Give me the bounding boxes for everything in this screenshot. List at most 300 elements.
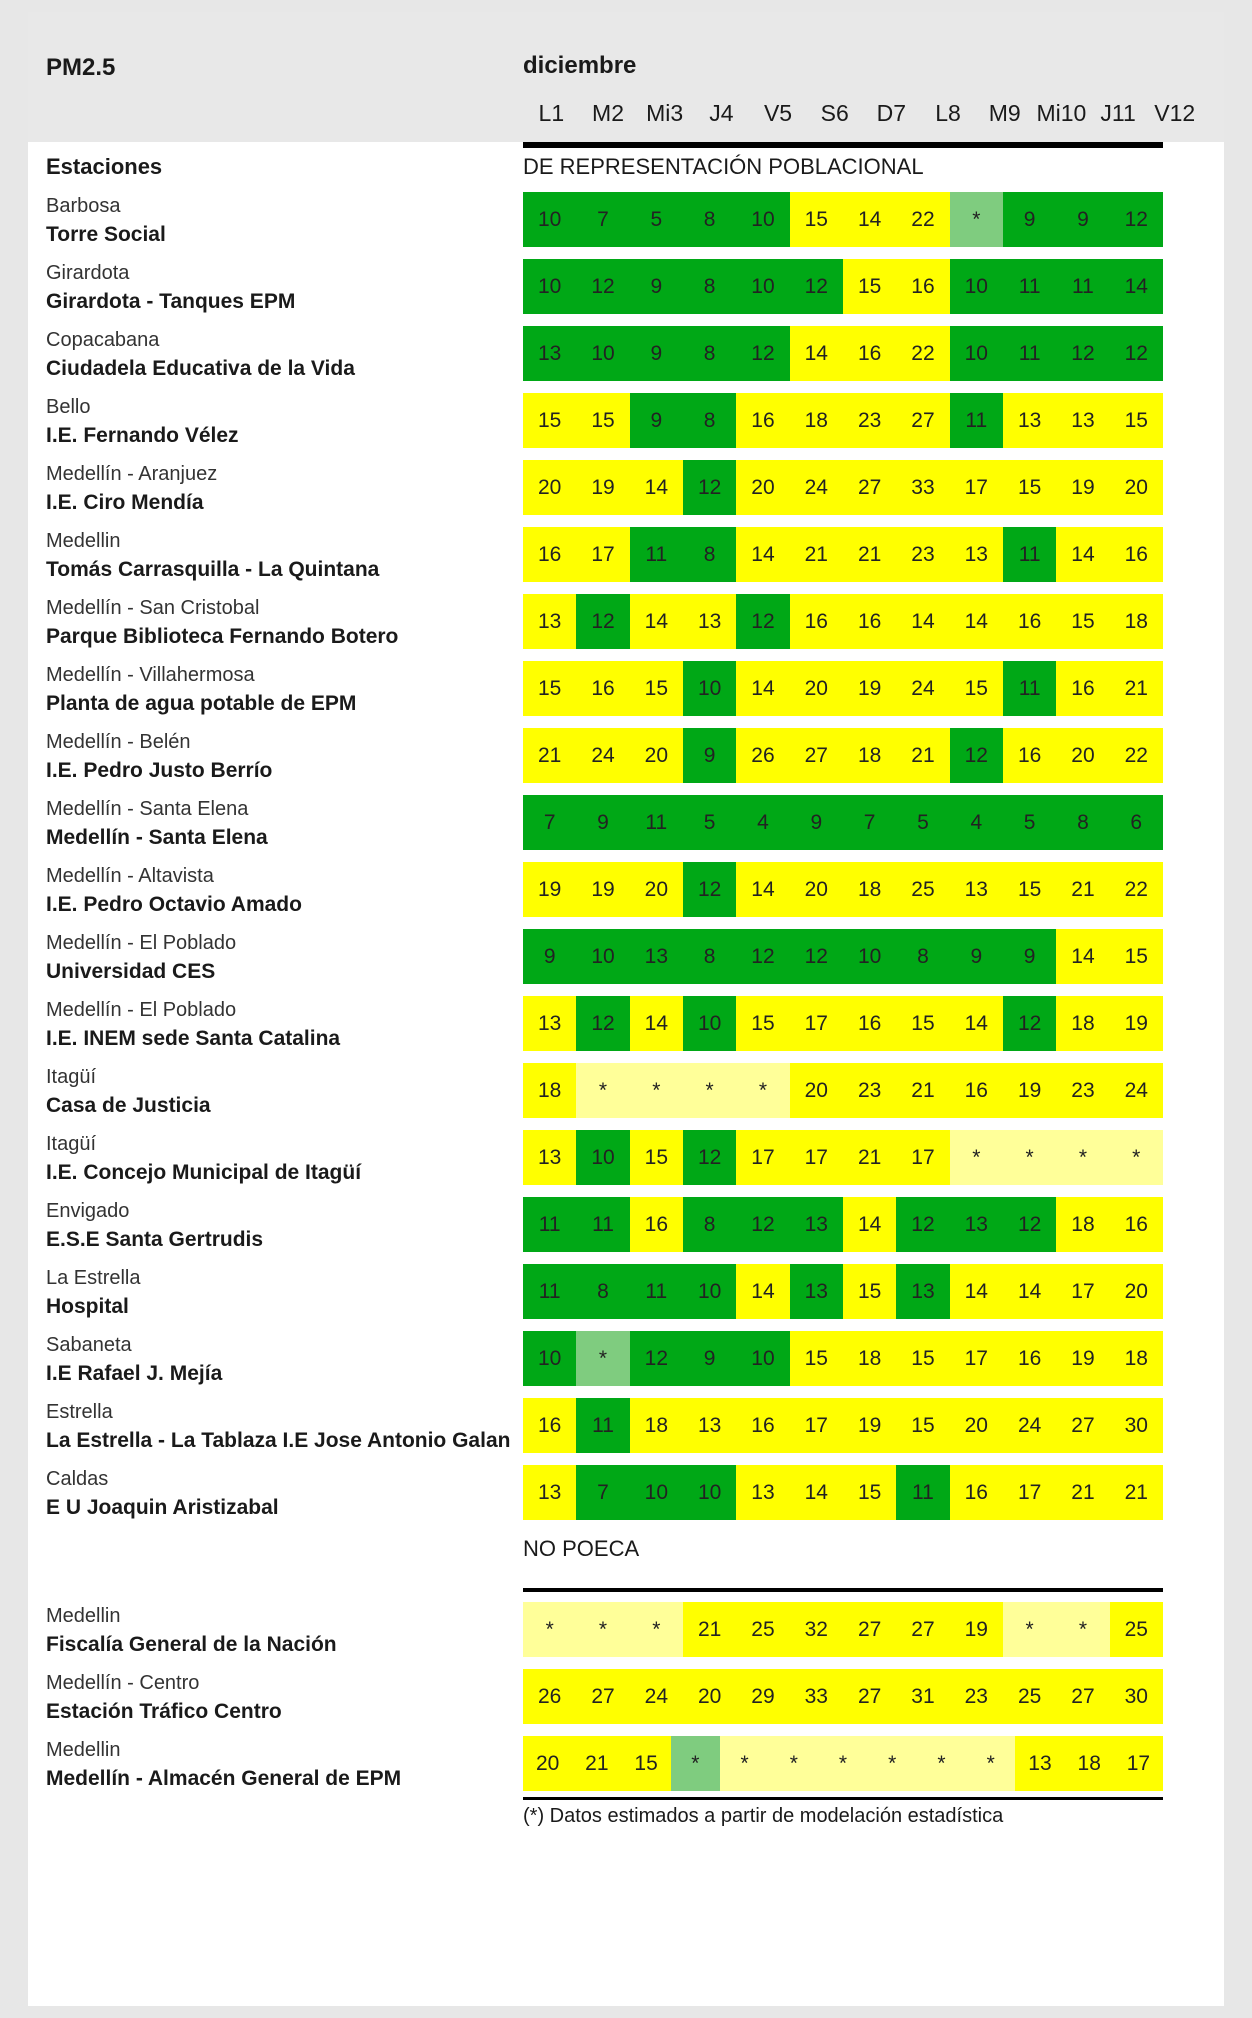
value-cell: 18 bbox=[843, 1331, 896, 1386]
month-title: diciembre bbox=[523, 52, 637, 79]
value-cell: 15 bbox=[523, 393, 576, 448]
station-city: Itagüí bbox=[46, 1133, 97, 1155]
station-name: Medellín - Santa Elena bbox=[46, 826, 268, 849]
value-cell: 11 bbox=[1003, 326, 1056, 381]
value-cell: 16 bbox=[576, 661, 629, 716]
station-city: Medellín - Villahermosa bbox=[46, 664, 255, 686]
value-cell: 13 bbox=[1015, 1736, 1064, 1791]
value-cell: 13 bbox=[683, 594, 736, 649]
value-cell: 21 bbox=[572, 1736, 621, 1791]
value-cell: 10 bbox=[576, 1130, 629, 1185]
value-cell: 27 bbox=[843, 1602, 896, 1657]
station-entry bbox=[46, 862, 516, 929]
value-cell: 18 bbox=[1056, 996, 1109, 1051]
pollutant-title: PM2.5 bbox=[46, 54, 116, 81]
value-cell: * bbox=[683, 1063, 736, 1118]
value-cell: 19 bbox=[950, 1602, 1003, 1657]
value-cell: 21 bbox=[896, 1063, 949, 1118]
value-cell: 16 bbox=[843, 326, 896, 381]
value-cell: 20 bbox=[950, 1398, 1003, 1453]
table-row bbox=[523, 862, 1163, 917]
station-entry bbox=[46, 326, 516, 393]
station-name: I.E. Concejo Municipal de Itagüí bbox=[46, 1161, 362, 1184]
value-cell: 14 bbox=[736, 1264, 789, 1319]
value-cell: 10 bbox=[736, 259, 789, 314]
value-cell: 11 bbox=[896, 1465, 949, 1520]
value-cell: 8 bbox=[683, 929, 736, 984]
value-cell: 20 bbox=[790, 1063, 843, 1118]
value-cell: * bbox=[576, 1331, 629, 1386]
value-cell: 23 bbox=[843, 393, 896, 448]
value-cell: 18 bbox=[630, 1398, 683, 1453]
value-cell: * bbox=[950, 192, 1003, 247]
value-cell: 15 bbox=[630, 1130, 683, 1185]
value-cell: 20 bbox=[1110, 1264, 1163, 1319]
value-cell: 16 bbox=[1003, 1331, 1056, 1386]
value-cell: 8 bbox=[896, 929, 949, 984]
station-name: I.E. INEM sede Santa Catalina bbox=[46, 1027, 341, 1050]
value-cell: 18 bbox=[1110, 1331, 1163, 1386]
value-cell: 16 bbox=[1003, 728, 1056, 783]
value-cell: 20 bbox=[683, 1669, 736, 1724]
value-cell: 16 bbox=[790, 594, 843, 649]
value-cell: 10 bbox=[683, 1465, 736, 1520]
value-cell: 14 bbox=[790, 326, 843, 381]
station-name: Ciudadela Educativa de la Vida bbox=[46, 357, 355, 380]
value-cell: 18 bbox=[1065, 1736, 1114, 1791]
value-cell: 12 bbox=[896, 1197, 949, 1252]
value-cell: 7 bbox=[843, 795, 896, 850]
station-entry bbox=[46, 1130, 516, 1197]
station-city: Barbosa bbox=[46, 195, 121, 217]
value-cell: 14 bbox=[1056, 929, 1109, 984]
station-name: Casa de Justicia bbox=[46, 1094, 211, 1117]
value-cell: 15 bbox=[843, 259, 896, 314]
value-cell: 13 bbox=[523, 1465, 576, 1520]
value-cell: 11 bbox=[576, 1398, 629, 1453]
day-labels bbox=[523, 100, 1203, 127]
value-cell: 15 bbox=[630, 661, 683, 716]
value-cell: 25 bbox=[1003, 1669, 1056, 1724]
value-cell: 16 bbox=[843, 996, 896, 1051]
value-cell: 19 bbox=[843, 661, 896, 716]
value-cell: 14 bbox=[790, 1465, 843, 1520]
value-cell: 16 bbox=[1056, 661, 1109, 716]
value-cell: 21 bbox=[843, 1130, 896, 1185]
station-name: Torre Social bbox=[46, 223, 166, 246]
value-cell: 17 bbox=[576, 527, 629, 582]
value-cell: 23 bbox=[950, 1669, 1003, 1724]
header-rule bbox=[523, 142, 1163, 148]
table-row bbox=[523, 795, 1163, 850]
value-cell: 24 bbox=[896, 661, 949, 716]
value-cell: 16 bbox=[736, 1398, 789, 1453]
table-row bbox=[523, 1063, 1163, 1118]
value-cell: 10 bbox=[576, 326, 629, 381]
value-cell: 24 bbox=[576, 728, 629, 783]
value-cell: 11 bbox=[630, 1264, 683, 1319]
value-cell: 6 bbox=[1110, 795, 1163, 850]
table-row bbox=[523, 259, 1163, 314]
station-entry bbox=[46, 661, 516, 728]
value-cell: 12 bbox=[1056, 326, 1109, 381]
value-cell: 25 bbox=[896, 862, 949, 917]
value-cell: 14 bbox=[950, 1264, 1003, 1319]
value-cell: 9 bbox=[630, 393, 683, 448]
section-2-rule bbox=[523, 1588, 1163, 1592]
station-city: Medellin bbox=[46, 1739, 121, 1761]
value-cell: 16 bbox=[1110, 1197, 1163, 1252]
day-label: V12 bbox=[1154, 100, 1196, 126]
station-entry bbox=[46, 527, 516, 594]
value-cell: 26 bbox=[523, 1669, 576, 1724]
station-entry bbox=[46, 1197, 516, 1264]
table-row bbox=[523, 1465, 1163, 1520]
value-cell: 11 bbox=[576, 1197, 629, 1252]
station-entry bbox=[46, 192, 516, 259]
value-cell: 15 bbox=[896, 1398, 949, 1453]
table-row bbox=[523, 1264, 1163, 1319]
value-cell: 8 bbox=[683, 527, 736, 582]
value-cell: 13 bbox=[683, 1398, 736, 1453]
value-cell: 17 bbox=[1056, 1264, 1109, 1319]
value-cell: 20 bbox=[630, 862, 683, 917]
value-cell: 14 bbox=[630, 594, 683, 649]
value-cell: 14 bbox=[843, 1197, 896, 1252]
value-cell: 30 bbox=[1110, 1669, 1163, 1724]
value-cell: 20 bbox=[1110, 460, 1163, 515]
table-row bbox=[523, 393, 1163, 448]
station-entry bbox=[46, 594, 516, 661]
value-cell: 10 bbox=[683, 996, 736, 1051]
station-city: Medellín - Santa Elena bbox=[46, 798, 249, 820]
report-header bbox=[28, 12, 1224, 142]
station-name: Hospital bbox=[46, 1295, 129, 1318]
station-city: La Estrella bbox=[46, 1267, 141, 1289]
value-cell: * bbox=[523, 1602, 576, 1657]
station-city: Medellín - El Poblado bbox=[46, 932, 237, 954]
value-cell: 11 bbox=[1056, 259, 1109, 314]
value-cell: 8 bbox=[683, 393, 736, 448]
table-row bbox=[523, 1602, 1163, 1657]
value-cell: * bbox=[1003, 1602, 1056, 1657]
station-name: Parque Biblioteca Fernando Botero bbox=[46, 625, 399, 648]
day-label: L1 bbox=[538, 100, 565, 126]
value-cell: 9 bbox=[1003, 192, 1056, 247]
table-row bbox=[523, 1669, 1163, 1724]
value-cell: 9 bbox=[523, 929, 576, 984]
value-cell: 9 bbox=[630, 326, 683, 381]
station-name: Universidad CES bbox=[46, 960, 216, 983]
value-cell: 11 bbox=[523, 1197, 576, 1252]
value-cell: 11 bbox=[1003, 661, 1056, 716]
day-label: Mi3 bbox=[646, 100, 684, 126]
value-cell: 20 bbox=[1056, 728, 1109, 783]
value-cell: 22 bbox=[1110, 862, 1163, 917]
value-cell: 21 bbox=[1110, 1465, 1163, 1520]
value-cell: 19 bbox=[1056, 1331, 1109, 1386]
value-cell: 15 bbox=[1003, 862, 1056, 917]
value-cell: 33 bbox=[896, 460, 949, 515]
value-cell: 15 bbox=[790, 1331, 843, 1386]
value-cell: 19 bbox=[1110, 996, 1163, 1051]
footnote: (*) Datos estimados a partir de modelación estadística bbox=[523, 1805, 1004, 1827]
station-city: Medellin bbox=[46, 530, 121, 552]
value-cell: 15 bbox=[950, 661, 1003, 716]
value-cell: 21 bbox=[843, 527, 896, 582]
value-cell: * bbox=[630, 1602, 683, 1657]
station-name: E U Joaquin Aristizabal bbox=[46, 1496, 279, 1519]
value-cell: 20 bbox=[523, 1736, 572, 1791]
value-cell: 12 bbox=[790, 929, 843, 984]
value-cell: 12 bbox=[790, 259, 843, 314]
value-cell: 12 bbox=[736, 1197, 789, 1252]
station-name: I.E. Pedro Justo Berrío bbox=[46, 759, 273, 782]
station-city: Sabaneta bbox=[46, 1334, 132, 1356]
value-cell: 33 bbox=[790, 1669, 843, 1724]
value-cell: 20 bbox=[630, 728, 683, 783]
value-cell: * bbox=[576, 1063, 629, 1118]
value-cell: 21 bbox=[1110, 661, 1163, 716]
value-cell: 11 bbox=[950, 393, 1003, 448]
value-cell: * bbox=[950, 1130, 1003, 1185]
value-cell: 10 bbox=[523, 1331, 576, 1386]
value-cell: 14 bbox=[1056, 527, 1109, 582]
station-name: I.E Rafael J. Mejía bbox=[46, 1362, 223, 1385]
day-label: M9 bbox=[988, 100, 1021, 126]
station-entry bbox=[46, 1063, 516, 1130]
station-entry bbox=[46, 1465, 516, 1532]
value-cell: * bbox=[671, 1736, 720, 1791]
value-cell: 16 bbox=[950, 1465, 1003, 1520]
station-city: Medellín - Aranjuez bbox=[46, 463, 218, 485]
table-row bbox=[523, 326, 1163, 381]
value-cell: 17 bbox=[790, 1130, 843, 1185]
report-body bbox=[28, 192, 1224, 1843]
value-cell: 5 bbox=[1003, 795, 1056, 850]
value-cell: 29 bbox=[736, 1669, 789, 1724]
value-cell: 12 bbox=[736, 929, 789, 984]
value-cell: 15 bbox=[790, 192, 843, 247]
table-row bbox=[523, 1736, 1163, 1791]
station-entry bbox=[46, 393, 516, 460]
value-cell: 14 bbox=[630, 460, 683, 515]
value-cell: 5 bbox=[896, 795, 949, 850]
value-cell: 14 bbox=[630, 996, 683, 1051]
station-name: Estación Tráfico Centro bbox=[46, 1700, 282, 1723]
station-entry bbox=[46, 460, 516, 527]
station-city: Envigado bbox=[46, 1200, 130, 1222]
value-cell: * bbox=[818, 1736, 867, 1791]
value-cell: 9 bbox=[1003, 929, 1056, 984]
value-cell: 8 bbox=[576, 1264, 629, 1319]
value-cell: 8 bbox=[683, 259, 736, 314]
value-cell: 10 bbox=[950, 259, 1003, 314]
value-cell: 10 bbox=[736, 1331, 789, 1386]
value-cell: 7 bbox=[576, 1465, 629, 1520]
day-label: J11 bbox=[1100, 100, 1136, 126]
value-cell: 12 bbox=[683, 1130, 736, 1185]
value-cell: 17 bbox=[950, 460, 1003, 515]
value-cell: 14 bbox=[1003, 1264, 1056, 1319]
value-cell: 16 bbox=[1110, 527, 1163, 582]
station-name: La Estrella - La Tablaza I.E Jose Antonio Galan bbox=[46, 1429, 511, 1452]
station-city: Medellín - El Poblado bbox=[46, 999, 237, 1021]
station-name-column bbox=[46, 192, 516, 1532]
value-cell: 14 bbox=[896, 594, 949, 649]
value-cell: 15 bbox=[1003, 460, 1056, 515]
value-cell: 13 bbox=[523, 996, 576, 1051]
value-cell: 12 bbox=[630, 1331, 683, 1386]
value-cell: 21 bbox=[896, 728, 949, 783]
station-entry bbox=[46, 929, 516, 996]
value-cell: 13 bbox=[790, 1264, 843, 1319]
value-cell: 15 bbox=[576, 393, 629, 448]
value-cell: * bbox=[630, 1063, 683, 1118]
value-cell: 18 bbox=[523, 1063, 576, 1118]
station-entry bbox=[46, 1264, 516, 1331]
value-cell: 16 bbox=[843, 594, 896, 649]
value-cell: 10 bbox=[683, 1264, 736, 1319]
value-cell: 12 bbox=[683, 862, 736, 917]
station-entry bbox=[46, 1736, 516, 1803]
value-cell: 32 bbox=[790, 1602, 843, 1657]
value-cell: * bbox=[1056, 1130, 1109, 1185]
value-cell: 24 bbox=[790, 460, 843, 515]
value-cell: 19 bbox=[576, 862, 629, 917]
value-cell: 13 bbox=[630, 929, 683, 984]
table-row bbox=[523, 661, 1163, 716]
value-cell: 12 bbox=[1110, 326, 1163, 381]
value-cell: 13 bbox=[736, 1465, 789, 1520]
value-cell: 10 bbox=[576, 929, 629, 984]
station-name: Fiscalía General de la Nación bbox=[46, 1633, 337, 1656]
value-cell: 14 bbox=[736, 862, 789, 917]
value-cell: 14 bbox=[950, 594, 1003, 649]
value-cell: 10 bbox=[683, 661, 736, 716]
value-cell: 18 bbox=[1056, 1197, 1109, 1252]
value-cell: 13 bbox=[1056, 393, 1109, 448]
station-name: I.E. Fernando Vélez bbox=[46, 424, 239, 447]
station-entry bbox=[46, 1331, 516, 1398]
value-cell: 8 bbox=[683, 326, 736, 381]
value-cell: 13 bbox=[790, 1197, 843, 1252]
value-cell: 16 bbox=[523, 1398, 576, 1453]
value-cell: 26 bbox=[736, 728, 789, 783]
station-entry bbox=[46, 795, 516, 862]
value-cell: 12 bbox=[950, 728, 1003, 783]
value-cell: 22 bbox=[896, 326, 949, 381]
value-cell: 8 bbox=[683, 1197, 736, 1252]
value-cell: 14 bbox=[736, 661, 789, 716]
value-cell: 24 bbox=[1110, 1063, 1163, 1118]
station-name: Medellín - Almacén General de EPM bbox=[46, 1767, 402, 1790]
value-cell: 10 bbox=[523, 259, 576, 314]
table-row bbox=[523, 460, 1163, 515]
value-cell: 27 bbox=[790, 728, 843, 783]
value-cell: 7 bbox=[576, 192, 629, 247]
table-row bbox=[523, 728, 1163, 783]
station-city: Medellín - Altavista bbox=[46, 865, 214, 887]
station-entry bbox=[46, 728, 516, 795]
station-city: Medellín - Centro bbox=[46, 1672, 200, 1694]
table-row bbox=[523, 1398, 1163, 1453]
value-cell: * bbox=[1110, 1130, 1163, 1185]
value-grid-2 bbox=[523, 1602, 1163, 1803]
value-cell: 4 bbox=[950, 795, 1003, 850]
value-cell: 14 bbox=[736, 527, 789, 582]
value-cell: 15 bbox=[896, 1331, 949, 1386]
value-cell: 18 bbox=[843, 728, 896, 783]
value-cell: 17 bbox=[790, 996, 843, 1051]
value-cell: 13 bbox=[896, 1264, 949, 1319]
value-cell: * bbox=[576, 1602, 629, 1657]
table-row bbox=[523, 996, 1163, 1051]
value-cell: 17 bbox=[736, 1130, 789, 1185]
day-label: S6 bbox=[820, 100, 849, 126]
station-name: E.S.E Santa Gertrudis bbox=[46, 1228, 264, 1251]
value-cell: 17 bbox=[1003, 1465, 1056, 1520]
value-cell: 16 bbox=[523, 527, 576, 582]
station-city: Bello bbox=[46, 396, 91, 418]
value-cell: 19 bbox=[1003, 1063, 1056, 1118]
value-cell: 15 bbox=[843, 1465, 896, 1520]
station-name: Tomás Carrasquilla - La Quintana bbox=[46, 558, 380, 581]
value-cell: 20 bbox=[790, 661, 843, 716]
value-cell: 19 bbox=[576, 460, 629, 515]
station-city: Itagüí bbox=[46, 1066, 97, 1088]
value-cell: 15 bbox=[736, 996, 789, 1051]
value-cell: 14 bbox=[950, 996, 1003, 1051]
value-cell: 5 bbox=[683, 795, 736, 850]
value-cell: 15 bbox=[1056, 594, 1109, 649]
stations-column-header: Estaciones bbox=[46, 154, 163, 179]
value-cell: 12 bbox=[1003, 996, 1056, 1051]
table-row bbox=[523, 1331, 1163, 1386]
station-name: I.E. Ciro Mendía bbox=[46, 491, 204, 514]
value-cell: 27 bbox=[1056, 1669, 1109, 1724]
value-cell: 19 bbox=[843, 1398, 896, 1453]
value-cell: 27 bbox=[843, 1669, 896, 1724]
value-cell: 7 bbox=[523, 795, 576, 850]
value-cell: 16 bbox=[896, 259, 949, 314]
value-cell: * bbox=[1003, 1130, 1056, 1185]
value-cell: 15 bbox=[523, 661, 576, 716]
value-cell: 27 bbox=[896, 393, 949, 448]
value-cell: 16 bbox=[736, 393, 789, 448]
value-cell: 15 bbox=[621, 1736, 670, 1791]
value-cell: 11 bbox=[630, 527, 683, 582]
value-cell: 13 bbox=[950, 862, 1003, 917]
value-cell: 13 bbox=[950, 527, 1003, 582]
value-cell: 18 bbox=[1110, 594, 1163, 649]
value-cell: 20 bbox=[736, 460, 789, 515]
value-cell: 14 bbox=[843, 192, 896, 247]
value-cell: 16 bbox=[1003, 594, 1056, 649]
value-cell: 23 bbox=[1056, 1063, 1109, 1118]
value-cell: 9 bbox=[630, 259, 683, 314]
station-entry bbox=[46, 259, 516, 326]
value-cell: 20 bbox=[790, 862, 843, 917]
value-cell: 25 bbox=[736, 1602, 789, 1657]
station-entry bbox=[46, 1398, 516, 1465]
day-label: Mi10 bbox=[1036, 100, 1087, 126]
value-cell: 9 bbox=[1056, 192, 1109, 247]
station-name: Planta de agua potable de EPM bbox=[46, 692, 357, 715]
station-name: I.E. Pedro Octavio Amado bbox=[46, 893, 302, 916]
value-cell: 16 bbox=[950, 1063, 1003, 1118]
table-row bbox=[523, 527, 1163, 582]
